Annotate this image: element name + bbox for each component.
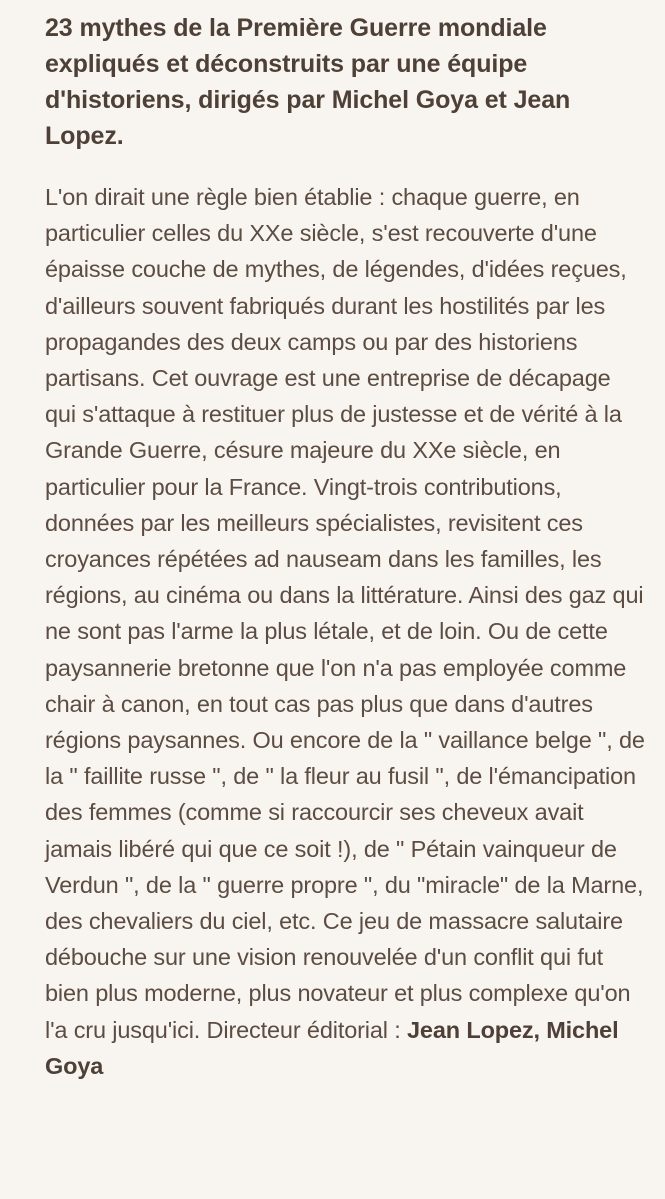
description-text: L'on dirait une règle bien établie : chaque guerre, en particulier celles du XXe siècle, s'est recouverte d'une épaisse couche de mythes, de légendes, d'idées reçues, d'ailleurs souvent fabriqués durant les hostilités par les propagandes des deux camps ou par des historiens partisans. Cet ouvrage est une entreprise de décapage qui s'attaque à restituer plus de justesse et de vérité à la Grande Guerre, césure majeure du XXe siècle, en particulier pour la France. Vingt-trois contributions, données par les meilleurs spécialistes, revisitent ces croyances répétées ad nauseam dans les familles, les régions, au cinéma ou dans la littérature. Ainsi des gaz qui ne sont pas l'arme la plus létale, et de loin. Ou de cette paysannerie bretonne que l'on n'a pas employée comme chair à canon, en tout cas pas plus que dans d'autres régions paysannes. Ou encore de la " vaillance belge ", de la " faillite russe ", de " la fleur au fusil ", de l'émancipation des femmes (comme si raccourcir ses cheveux avait jamais libéré qui que ce soit !), de " Pétain vainqueur de Verdun ", de la " guerre propre ", du "miracle" de la Marne, des chevaliers du ciel, etc. Ce jeu de massacre salutaire débouche sur une vision renouvelée d'un conflit qui fut bien plus moderne, plus novateur et plus complexe qu'on l'a cru jusqu'ici. Directeur éditorial : bbox=[45, 184, 645, 1043]
article-description bbox=[45, 179, 647, 1084]
editorial-directors: Jean Lopez, Michel Goya bbox=[45, 1016, 619, 1079]
article-headline: 23 mythes de la Première Guerre mondiale expliqués et déconstruits par une équipe d'historiens, dirigés par Michel Goya et Jean Lopez. bbox=[45, 14, 571, 150]
